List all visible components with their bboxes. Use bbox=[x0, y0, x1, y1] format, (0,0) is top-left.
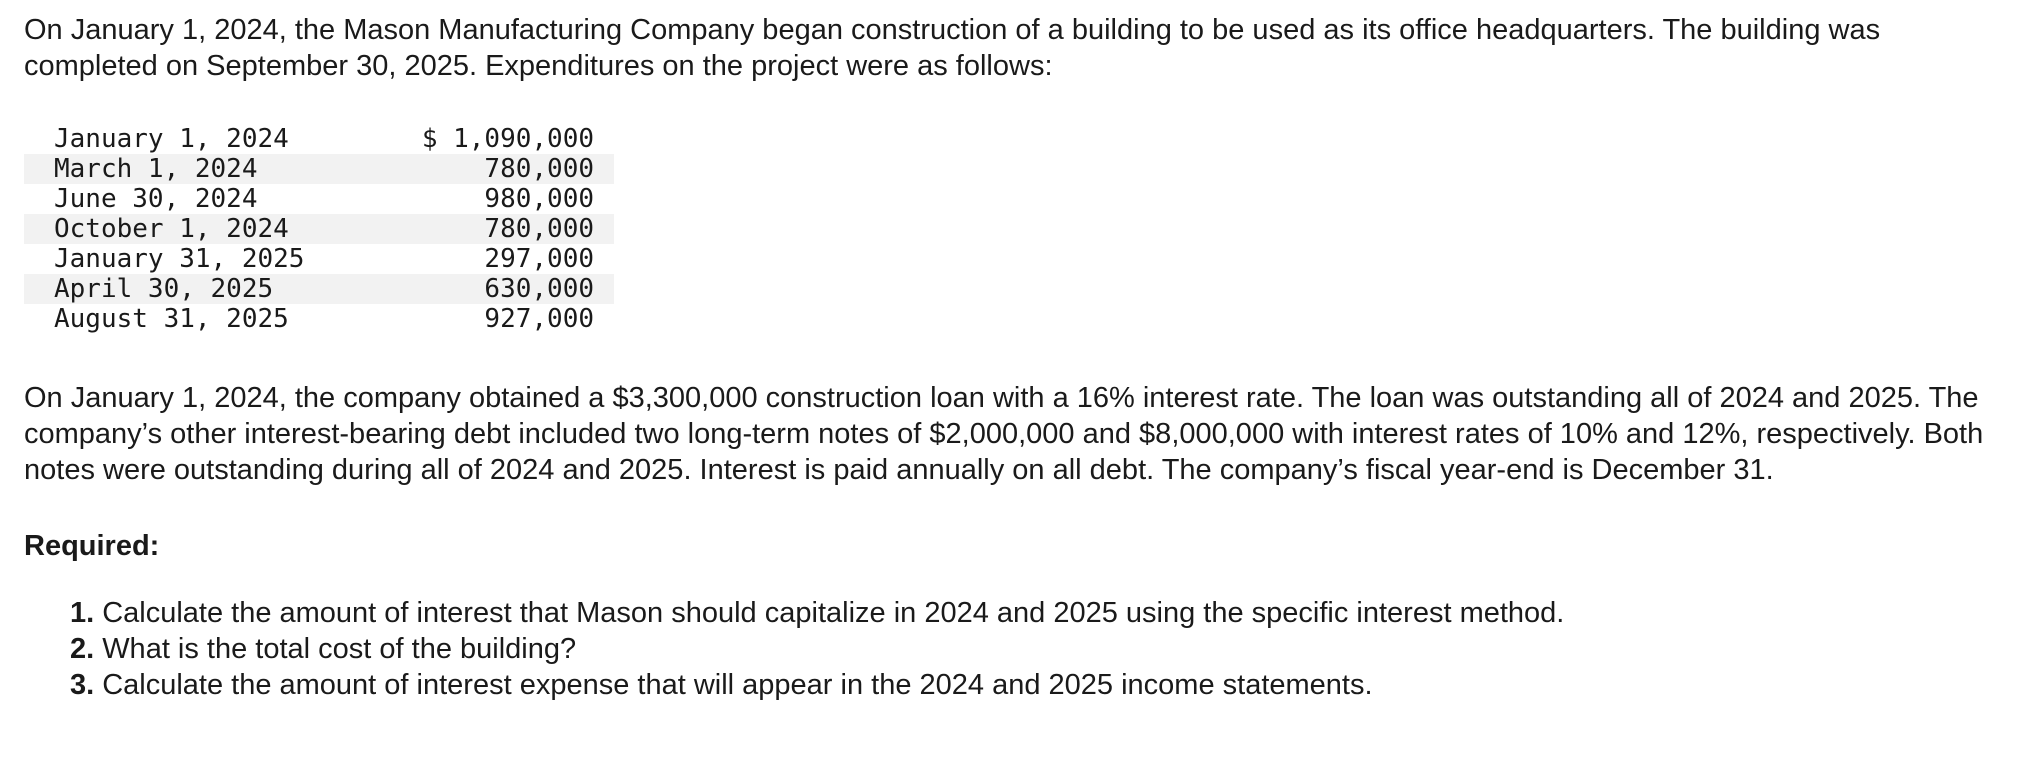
expenditure-amount: 780,000 bbox=[354, 214, 614, 244]
table-row bbox=[24, 184, 614, 214]
expenditure-date: June 30, 2024 bbox=[54, 184, 258, 214]
requirement-text: Calculate the amount of interest expense that will appear in the 2024 and 2025 income statements. bbox=[102, 669, 1373, 701]
expenditures-table bbox=[24, 124, 614, 334]
expenditure-date: March 1, 2024 bbox=[24, 154, 354, 184]
expenditure-amount: 297,000 bbox=[484, 244, 594, 274]
list-item bbox=[70, 667, 1984, 703]
expenditure-amount: 630,000 bbox=[354, 274, 614, 304]
requirement-number: 2. bbox=[70, 633, 95, 665]
expenditure-date: January 1, 2024 bbox=[54, 124, 289, 154]
requirement-text: What is the total cost of the building? bbox=[102, 633, 577, 665]
requirement-number: 1. bbox=[70, 597, 95, 629]
table-row bbox=[24, 124, 614, 154]
list-item bbox=[70, 631, 1984, 667]
table-row bbox=[24, 214, 614, 244]
requirement-text: Calculate the amount of interest that Mason should capitalize in 2024 and 2025 using the specific interest method. bbox=[102, 597, 1565, 629]
list-item bbox=[70, 595, 1984, 631]
table-row bbox=[24, 274, 614, 304]
intro-paragraph: On January 1, 2024, the Mason Manufacturing Company began construction of a building to be used as its office headquarters. The building was completed on September 30, 2025. Expenditures on the project were as follows: bbox=[24, 14, 1881, 82]
expenditure-amount: 927,000 bbox=[484, 304, 594, 334]
table-row bbox=[24, 304, 614, 334]
table-row bbox=[24, 244, 614, 274]
expenditure-date: August 31, 2025 bbox=[54, 304, 289, 334]
requirement-number: 3. bbox=[70, 669, 95, 701]
requirements-list bbox=[24, 595, 1984, 703]
loan-paragraph: On January 1, 2024, the company obtained a $3,300,000 construction loan with a 16% interest rate. The loan was outstanding all of 2024 and 2025. The company’s other interest-bearing debt included two long-term notes of $2,000,000 and $8,000,000 with interest rates of 10% and 12%, respectively. Both notes were outstanding during all of 2024 and 2025. Interest is paid annually on all debt. The company’s fiscal year-end is December 31. bbox=[24, 382, 1984, 486]
required-heading: Required: bbox=[24, 530, 160, 562]
expenditure-date: April 30, 2025 bbox=[24, 274, 354, 304]
expenditure-amount: 980,000 bbox=[484, 184, 594, 214]
expenditure-amount: 780,000 bbox=[354, 154, 614, 184]
problem-content bbox=[24, 8, 1984, 703]
expenditure-date: January 31, 2025 bbox=[54, 244, 305, 274]
expenditure-amount: $ 1,090,000 bbox=[421, 124, 594, 154]
table-row bbox=[24, 154, 614, 184]
expenditure-date: October 1, 2024 bbox=[24, 214, 354, 244]
